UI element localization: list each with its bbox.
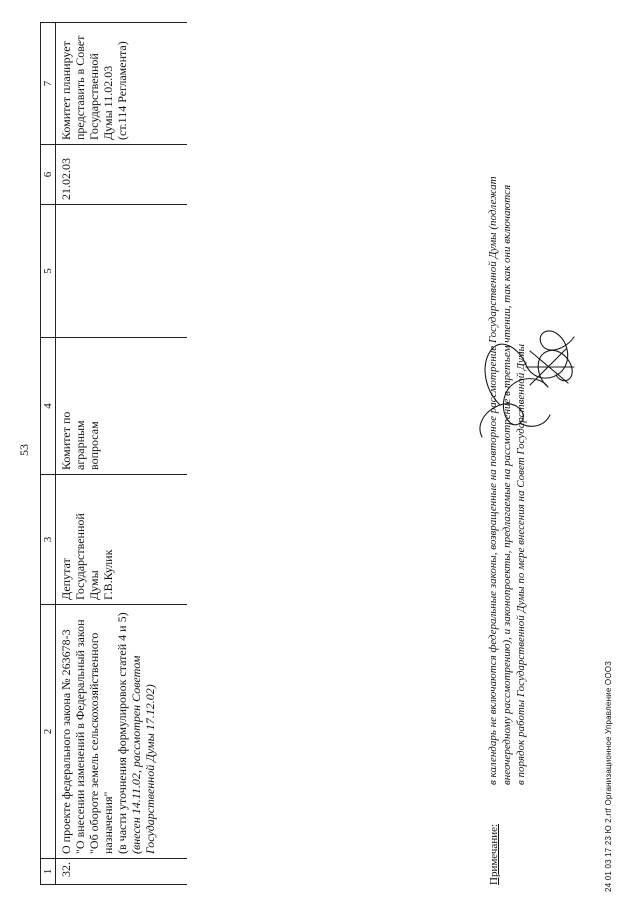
- initiator-line: Г.В.Кулик: [101, 549, 115, 600]
- initiator-line: Депутат: [59, 558, 73, 600]
- plan-line: Государственной: [87, 53, 101, 140]
- column-header: 3: [41, 475, 56, 605]
- initiator: [56, 475, 188, 605]
- column-header: 4: [41, 338, 56, 475]
- bill-history-line: Государственной Думы 17.12.02): [143, 684, 157, 854]
- committee-line: вопросам: [87, 421, 101, 470]
- column-header: 2: [41, 605, 56, 859]
- column-5-cell: [56, 205, 188, 338]
- column-header: 6: [41, 145, 56, 205]
- bill-history-line: (внесен 14.11.02, рассмотрен Советом: [129, 655, 143, 854]
- plan-line: Думы 11.02.03: [101, 65, 115, 140]
- plan-cell: [56, 23, 188, 145]
- bill-clarification: (в части уточнения формулировок статей 4 и 5): [115, 612, 129, 854]
- note-label: Примечание:: [488, 823, 500, 885]
- note-text: [486, 65, 528, 785]
- committee-line: аграрным: [73, 420, 87, 470]
- document-footer: 24 01 03 17 23 Ю 2.rtf Организационное Управление ООО3: [604, 661, 613, 892]
- bill-title-line: "О внесении изменений в Федеральный закон: [73, 619, 87, 854]
- date-cell: 21.02.03: [56, 145, 188, 205]
- bill-title-line: "Об обороте земель сельскохозяйственного: [87, 632, 101, 854]
- plan-line: представить в Совет: [73, 35, 87, 140]
- column-header: 5: [41, 205, 56, 338]
- committee-line: Комитет по: [59, 411, 73, 470]
- note-line: в порядок работы Государственной Думы по мере внесения на Совет Государственной Думы: [515, 343, 527, 785]
- bill-title-line: назначения": [101, 791, 115, 854]
- bills-calendar-table: [40, 22, 187, 885]
- responsible-committee: [56, 338, 188, 475]
- plan-line: Комитет планирует: [59, 41, 73, 140]
- bill-title-line: О проекте федерального закона № 263678-3: [59, 629, 73, 854]
- plan-line: (ст.114 Регламента): [115, 41, 129, 140]
- column-header: 1: [41, 859, 56, 885]
- initiator-line: Думы: [87, 570, 101, 600]
- table-row: [56, 23, 188, 885]
- initiator-line: Государственной: [73, 513, 87, 600]
- note-line: внеочередному рассмотрению), и законопроекты, предлагаемые на рассмотрение в третьем чтении, так как они включаются: [501, 184, 513, 785]
- column-number-row: [41, 23, 56, 885]
- note-line: в календарь не включаются федеральные законы, возвращенные на повторное рассмотрение Государственной Думы (подлежат: [487, 176, 499, 785]
- row-number: 32.: [56, 859, 188, 885]
- page-number: 53: [17, 444, 31, 456]
- bill-description: [56, 605, 188, 859]
- column-header: 7: [41, 23, 56, 145]
